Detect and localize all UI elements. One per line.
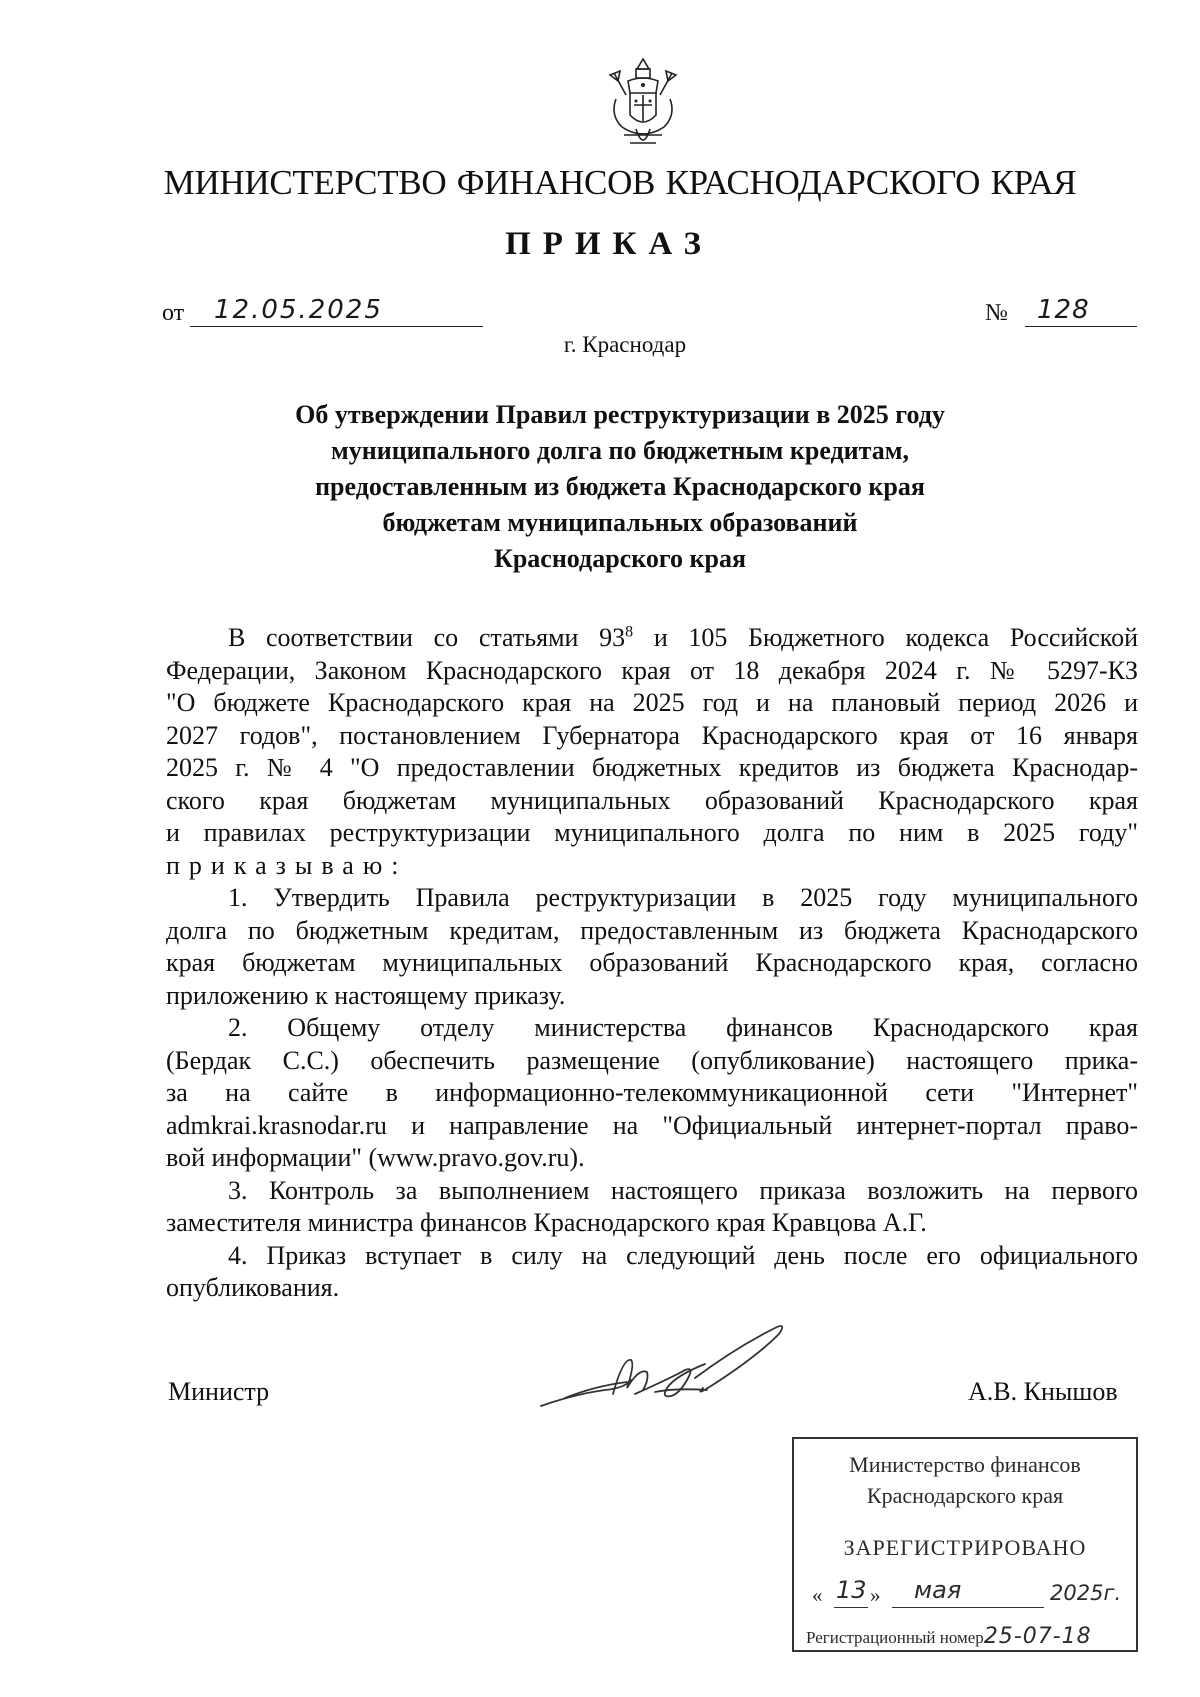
stamp-month-underline bbox=[892, 1607, 1044, 1608]
body-line: 2. Общему отделу министерства финансов Краснодарского края bbox=[228, 1013, 1138, 1042]
body-line: 4. Приказ вступает в силу на следующий день после его официального bbox=[228, 1240, 1138, 1270]
signatory-position: Министр bbox=[168, 1377, 270, 1406]
stamp-date bbox=[808, 1576, 1128, 1611]
city: г. Краснодар bbox=[563, 332, 687, 357]
item-1 bbox=[166, 882, 1138, 1012]
date-underline bbox=[190, 326, 483, 327]
signatory-name: А.В. Кнышов bbox=[968, 1377, 1118, 1406]
body-line: вой информации" (www.pravo.gov.ru). bbox=[166, 1143, 585, 1172]
body-line: (Бердак С.С.) обеспечить размещение (опубликование) настоящего прика- bbox=[166, 1045, 1138, 1075]
body-line: заместителя министра финансов Краснодарского края Кравцова А.Г. bbox=[166, 1208, 927, 1237]
subject-line: предоставленным из бюджета Краснодарского края bbox=[315, 472, 925, 501]
date-value: 12.05.2025 bbox=[214, 295, 383, 325]
body-line: опубликования. bbox=[166, 1273, 340, 1302]
handwritten-signature bbox=[535, 1318, 795, 1423]
stamp-day: 13 bbox=[836, 1576, 867, 1604]
stamp-reg-number: 25-07-18 bbox=[983, 1624, 1092, 1649]
item-3 bbox=[166, 1175, 1138, 1240]
order-word: приказываю: bbox=[166, 850, 408, 880]
body-line: края бюджетам муниципальных образований Краснодарского края, согласно bbox=[166, 948, 1138, 977]
body-line: "О бюджете Краснодарского края на 2025 год и на плановый период 2026 и bbox=[166, 688, 1138, 717]
stamp-year: 2025г. bbox=[1050, 1581, 1122, 1605]
body-line: приложению к настоящему приказу. bbox=[166, 980, 566, 1010]
stamp-registered-label: ЗАРЕГИСТРИРОВАНО bbox=[843, 1535, 1087, 1560]
body-line: 1. Утвердить Правила реструктуризации в 2025 году муниципального bbox=[228, 883, 1138, 912]
stamp-registration-number bbox=[806, 1624, 1092, 1649]
item-2 bbox=[166, 1012, 1138, 1175]
stamp-quote-close: » bbox=[870, 1583, 881, 1607]
subject-line: бюджетам муниципальных образований bbox=[382, 508, 858, 537]
body-line: 2025 г. № 4 "О предоставлении бюджетных кредитов из бюджета Краснодар- bbox=[166, 753, 1138, 782]
order-body bbox=[166, 622, 1138, 1305]
body-line: ского края бюджетам муниципальных образований Краснодарского края bbox=[166, 785, 1138, 815]
number-prefix: № bbox=[985, 300, 1008, 326]
order-number: 128 bbox=[1037, 295, 1090, 325]
ministry-name: МИНИСТЕРСТВО ФИНАНСОВ КРАСНОДАРСКОГО КРАЯ bbox=[163, 163, 1077, 202]
body-line: долга по бюджетным кредитам, предоставленным из бюджета Краснодарского bbox=[166, 915, 1138, 945]
subject-line: муниципального долга по бюджетным кредитам, bbox=[331, 436, 909, 465]
stamp-reg-label: Регистрационный номер bbox=[806, 1628, 984, 1647]
document-type-title: ПРИКАЗ bbox=[505, 226, 713, 262]
stamp-org-line: Краснодарского края bbox=[866, 1483, 1064, 1508]
body-line: 2027 годов", постановлением Губернатора Краснодарского края от 16 января bbox=[166, 720, 1138, 750]
body-line: Федерации, Законом Краснодарского края от 18 декабря 2024 г. № 5297-КЗ bbox=[166, 655, 1138, 685]
preamble bbox=[166, 622, 1138, 882]
superscript: 8 bbox=[625, 623, 634, 641]
coat-of-arms-icon bbox=[606, 55, 680, 155]
stamp-quote-open: « bbox=[812, 1583, 823, 1607]
subject-line: Об утверждении Правил реструктуризации в 2025 году bbox=[295, 400, 945, 429]
date-prefix: от bbox=[162, 300, 185, 326]
stamp-month: мая bbox=[914, 1576, 962, 1604]
stamp-org-line: Министерство финансов bbox=[849, 1452, 1081, 1477]
body-line: за на сайте в информационно-телекоммуникационной сети "Интернет" bbox=[166, 1078, 1138, 1107]
body-line: 3. Контроль за выполнением настоящего приказа возложить на первого bbox=[228, 1175, 1138, 1205]
body-line: и правилах реструктуризации муниципального долга по ним в 2025 году" bbox=[166, 818, 1138, 847]
subject-line: Краснодарского края bbox=[493, 544, 747, 573]
item-4 bbox=[166, 1240, 1138, 1305]
order-subject bbox=[250, 397, 990, 577]
body-line: admkrai.krasnodar.ru и направление на "Официальный интернет-портал право- bbox=[166, 1110, 1138, 1140]
number-underline bbox=[1025, 326, 1137, 327]
registration-stamp bbox=[792, 1437, 1138, 1652]
stamp-day-underline bbox=[834, 1607, 868, 1608]
body-line: В соответствии со статьями $93^8$ и 105 Бюджетного кодекса Российской bbox=[228, 623, 1138, 652]
